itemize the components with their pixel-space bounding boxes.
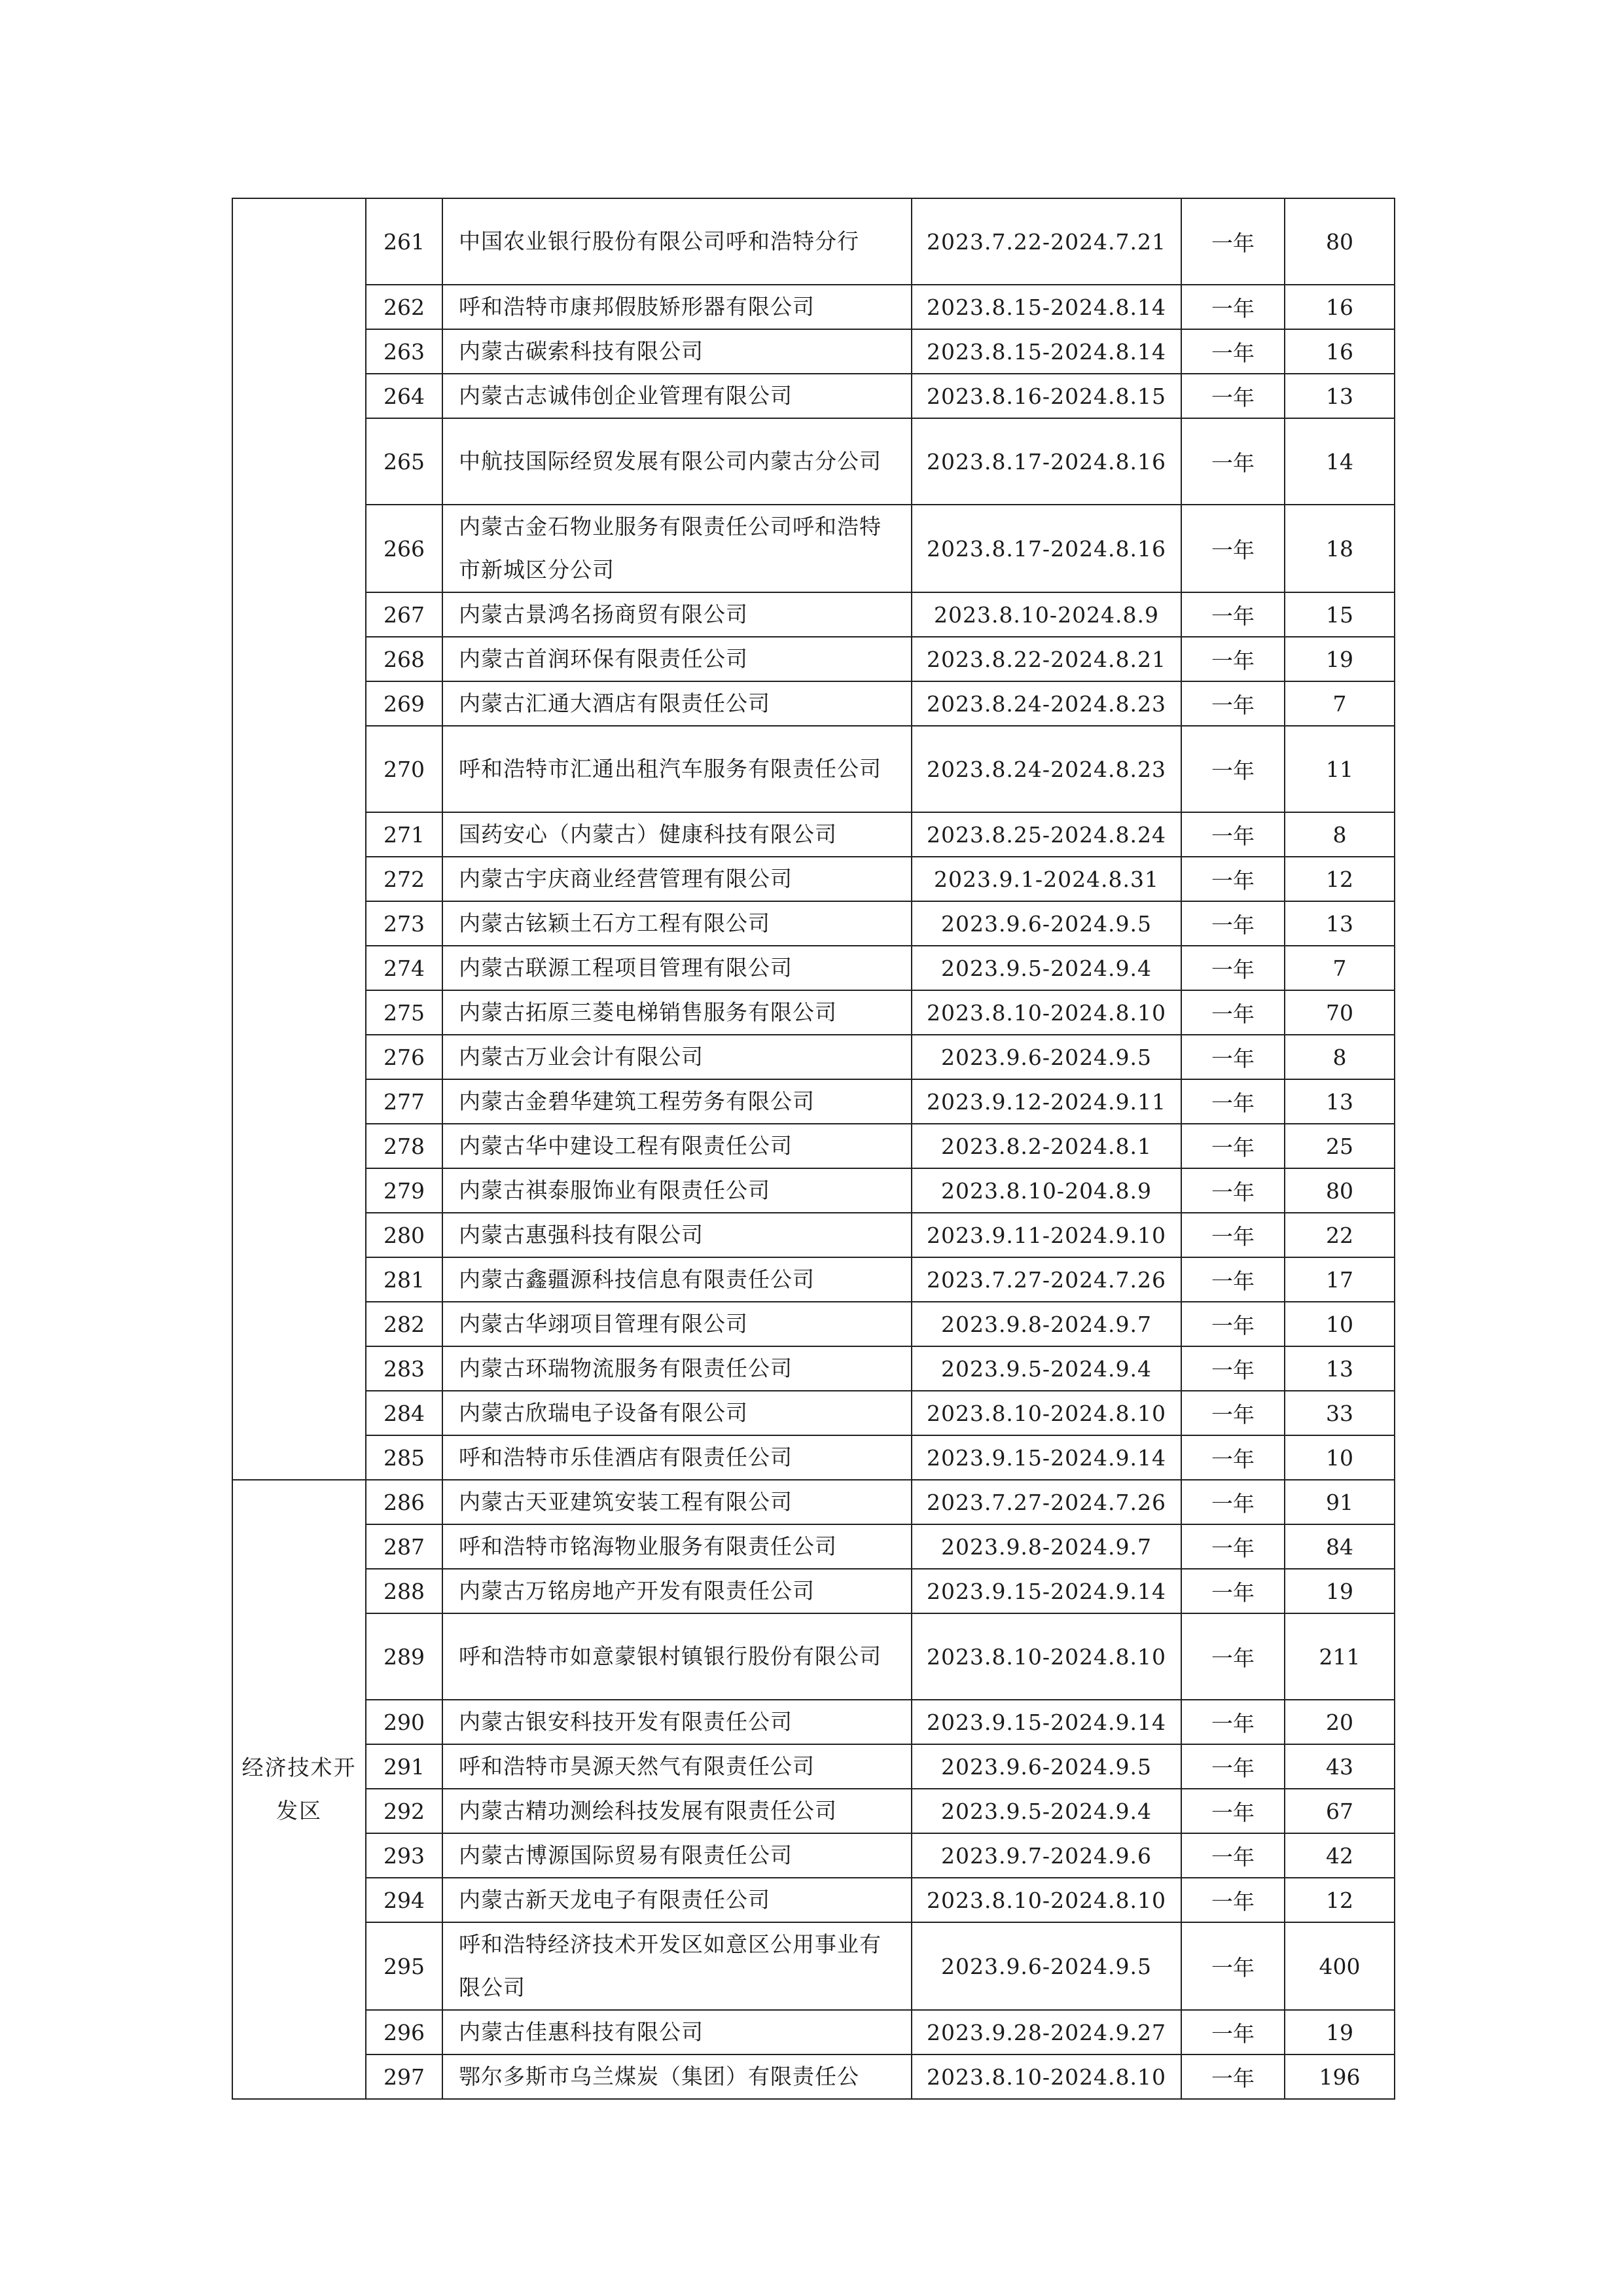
service-period: 2023.9.6-2024.9.5	[912, 1922, 1181, 2010]
headcount: 12	[1285, 1878, 1395, 1922]
region-cell	[232, 198, 366, 1480]
table-row	[232, 2010, 1395, 2054]
table-row	[232, 2054, 1395, 2099]
headcount: 20	[1285, 1700, 1395, 1744]
service-period: 2023.9.1-2024.8.31	[912, 857, 1181, 901]
row-number: 290	[366, 1700, 442, 1744]
headcount: 91	[1285, 1480, 1395, 1524]
service-period: 2023.9.8-2024.9.7	[912, 1302, 1181, 1346]
headcount: 80	[1285, 1168, 1395, 1213]
service-period: 2023.8.10-204.8.9	[912, 1168, 1181, 1213]
row-number: 282	[366, 1302, 442, 1346]
service-period: 2023.9.5-2024.9.4	[912, 1789, 1181, 1833]
service-period: 2023.8.25-2024.8.24	[912, 812, 1181, 857]
row-number: 275	[366, 990, 442, 1035]
company-name: 内蒙古新天龙电子有限责任公司	[442, 1878, 912, 1922]
table-row	[232, 1480, 1395, 1524]
headcount: 211	[1285, 1613, 1395, 1700]
row-number: 277	[366, 1079, 442, 1124]
headcount: 16	[1285, 329, 1395, 374]
service-period: 2023.7.27-2024.7.26	[912, 1480, 1181, 1524]
table-row	[232, 1079, 1395, 1124]
contract-term: 一年	[1181, 1302, 1285, 1346]
table-row	[232, 1833, 1395, 1878]
company-name: 内蒙古惠强科技有限公司	[442, 1213, 912, 1257]
contract-term: 一年	[1181, 901, 1285, 946]
service-period: 2023.8.10-2024.8.10	[912, 990, 1181, 1035]
headcount: 15	[1285, 592, 1395, 637]
table-row	[232, 1391, 1395, 1435]
contract-term: 一年	[1181, 990, 1285, 1035]
row-number: 266	[366, 505, 442, 592]
company-name: 内蒙古精功测绘科技发展有限责任公司	[442, 1789, 912, 1833]
table-row	[232, 1524, 1395, 1569]
row-number: 288	[366, 1569, 442, 1613]
headcount: 13	[1285, 1346, 1395, 1391]
row-number: 272	[366, 857, 442, 901]
headcount: 25	[1285, 1124, 1395, 1168]
contract-term: 一年	[1181, 1124, 1285, 1168]
table-row	[232, 1035, 1395, 1079]
company-name: 内蒙古华翊项目管理有限公司	[442, 1302, 912, 1346]
company-name: 内蒙古金石物业服务有限责任公司呼和浩特市新城区分公司	[442, 505, 912, 592]
service-period: 2023.8.17-2024.8.16	[912, 505, 1181, 592]
table-row	[232, 1922, 1395, 2010]
service-period: 2023.9.28-2024.9.27	[912, 2010, 1181, 2054]
service-period: 2023.9.8-2024.9.7	[912, 1524, 1181, 1569]
contract-term: 一年	[1181, 1346, 1285, 1391]
headcount: 19	[1285, 2010, 1395, 2054]
service-period: 2023.8.15-2024.8.14	[912, 285, 1181, 329]
headcount: 400	[1285, 1922, 1395, 2010]
company-name: 内蒙古银安科技开发有限责任公司	[442, 1700, 912, 1744]
row-number: 283	[366, 1346, 442, 1391]
contract-term: 一年	[1181, 1035, 1285, 1079]
contract-term: 一年	[1181, 1878, 1285, 1922]
contract-term: 一年	[1181, 946, 1285, 990]
row-number: 263	[366, 329, 442, 374]
company-name: 鄂尔多斯市乌兰煤炭（集团）有限责任公	[442, 2054, 912, 2099]
company-name: 中国农业银行股份有限公司呼和浩特分行	[442, 198, 912, 285]
service-period: 2023.9.5-2024.9.4	[912, 946, 1181, 990]
table-row	[232, 1700, 1395, 1744]
headcount: 10	[1285, 1435, 1395, 1480]
table-row	[232, 946, 1395, 990]
service-period: 2023.9.6-2024.9.5	[912, 901, 1181, 946]
contract-term: 一年	[1181, 285, 1285, 329]
company-name: 呼和浩特市康邦假肢矫形器有限公司	[442, 285, 912, 329]
row-number: 261	[366, 198, 442, 285]
contract-term: 一年	[1181, 2010, 1285, 2054]
row-number: 267	[366, 592, 442, 637]
service-period: 2023.8.24-2024.8.23	[912, 726, 1181, 812]
company-name: 呼和浩特市铭海物业服务有限责任公司	[442, 1524, 912, 1569]
headcount: 22	[1285, 1213, 1395, 1257]
row-number: 294	[366, 1878, 442, 1922]
company-name: 呼和浩特市乐佳酒店有限责任公司	[442, 1435, 912, 1480]
row-number: 296	[366, 2010, 442, 2054]
row-number: 279	[366, 1168, 442, 1213]
row-number: 284	[366, 1391, 442, 1435]
company-name: 呼和浩特市如意蒙银村镇银行股份有限公司	[442, 1613, 912, 1700]
row-number: 286	[366, 1480, 442, 1524]
table-row	[232, 1613, 1395, 1700]
contract-term: 一年	[1181, 374, 1285, 418]
service-period: 2023.9.15-2024.9.14	[912, 1700, 1181, 1744]
row-number: 265	[366, 418, 442, 505]
table-row	[232, 329, 1395, 374]
service-period: 2023.9.11-2024.9.10	[912, 1213, 1181, 1257]
row-number: 270	[366, 726, 442, 812]
headcount: 42	[1285, 1833, 1395, 1878]
contract-term: 一年	[1181, 592, 1285, 637]
contract-term: 一年	[1181, 681, 1285, 726]
contract-term: 一年	[1181, 812, 1285, 857]
table-row	[232, 1302, 1395, 1346]
contract-term: 一年	[1181, 1569, 1285, 1613]
company-name: 内蒙古天亚建筑安装工程有限公司	[442, 1480, 912, 1524]
table-row	[232, 990, 1395, 1035]
table-row	[232, 857, 1395, 901]
contract-term: 一年	[1181, 1435, 1285, 1480]
service-period: 2023.9.15-2024.9.14	[912, 1569, 1181, 1613]
row-number: 292	[366, 1789, 442, 1833]
table-row	[232, 592, 1395, 637]
table-row	[232, 1213, 1395, 1257]
company-name: 内蒙古万铭房地产开发有限责任公司	[442, 1569, 912, 1613]
table-row	[232, 1257, 1395, 1302]
service-period: 2023.9.5-2024.9.4	[912, 1346, 1181, 1391]
region-cell: 经济技术开发区	[232, 1480, 366, 2099]
headcount: 7	[1285, 681, 1395, 726]
contract-term: 一年	[1181, 1168, 1285, 1213]
enterprise-table	[232, 198, 1395, 2100]
row-number: 271	[366, 812, 442, 857]
service-period: 2023.7.27-2024.7.26	[912, 1257, 1181, 1302]
company-name: 内蒙古华中建设工程有限责任公司	[442, 1124, 912, 1168]
headcount: 10	[1285, 1302, 1395, 1346]
table-row	[232, 812, 1395, 857]
row-number: 269	[366, 681, 442, 726]
headcount: 14	[1285, 418, 1395, 505]
service-period: 2023.8.10-2024.8.10	[912, 2054, 1181, 2099]
service-period: 2023.9.6-2024.9.5	[912, 1744, 1181, 1789]
contract-term: 一年	[1181, 1213, 1285, 1257]
table-row	[232, 726, 1395, 812]
table-row	[232, 1789, 1395, 1833]
service-period: 2023.9.12-2024.9.11	[912, 1079, 1181, 1124]
headcount: 43	[1285, 1744, 1395, 1789]
service-period: 2023.8.17-2024.8.16	[912, 418, 1181, 505]
headcount: 70	[1285, 990, 1395, 1035]
company-name: 内蒙古鑫疆源科技信息有限责任公司	[442, 1257, 912, 1302]
row-number: 276	[366, 1035, 442, 1079]
company-name: 内蒙古碳索科技有限公司	[442, 329, 912, 374]
service-period: 2023.8.10-2024.8.10	[912, 1613, 1181, 1700]
company-name: 内蒙古佳惠科技有限公司	[442, 2010, 912, 2054]
table-row	[232, 285, 1395, 329]
contract-term: 一年	[1181, 1613, 1285, 1700]
row-number: 297	[366, 2054, 442, 2099]
service-period: 2023.7.22-2024.7.21	[912, 198, 1181, 285]
contract-term: 一年	[1181, 1789, 1285, 1833]
table-row	[232, 198, 1395, 285]
table-row	[232, 1744, 1395, 1789]
table-row	[232, 374, 1395, 418]
row-number: 278	[366, 1124, 442, 1168]
headcount: 11	[1285, 726, 1395, 812]
row-number: 291	[366, 1744, 442, 1789]
company-name: 内蒙古欣瑞电子设备有限公司	[442, 1391, 912, 1435]
table-row	[232, 901, 1395, 946]
company-name: 内蒙古宇庆商业经营管理有限公司	[442, 857, 912, 901]
headcount: 196	[1285, 2054, 1395, 2099]
contract-term: 一年	[1181, 1922, 1285, 2010]
service-period: 2023.8.15-2024.8.14	[912, 329, 1181, 374]
headcount: 12	[1285, 857, 1395, 901]
table-row	[232, 681, 1395, 726]
headcount: 8	[1285, 812, 1395, 857]
table-row	[232, 637, 1395, 681]
headcount: 16	[1285, 285, 1395, 329]
table-row	[232, 505, 1395, 592]
company-name: 内蒙古汇通大酒店有限责任公司	[442, 681, 912, 726]
contract-term: 一年	[1181, 198, 1285, 285]
company-name: 内蒙古铉颖土石方工程有限公司	[442, 901, 912, 946]
table-row	[232, 1168, 1395, 1213]
company-name: 内蒙古万业会计有限公司	[442, 1035, 912, 1079]
headcount: 80	[1285, 198, 1395, 285]
row-number: 295	[366, 1922, 442, 2010]
company-name: 呼和浩特市汇通出租汽车服务有限责任公司	[442, 726, 912, 812]
row-number: 281	[366, 1257, 442, 1302]
contract-term: 一年	[1181, 1257, 1285, 1302]
company-name: 内蒙古环瑞物流服务有限责任公司	[442, 1346, 912, 1391]
contract-term: 一年	[1181, 418, 1285, 505]
table-row	[232, 418, 1395, 505]
contract-term: 一年	[1181, 1700, 1285, 1744]
headcount: 17	[1285, 1257, 1395, 1302]
table-row	[232, 1435, 1395, 1480]
table-body	[232, 198, 1395, 2099]
headcount: 19	[1285, 1569, 1395, 1613]
company-name: 呼和浩特市昊源天然气有限责任公司	[442, 1744, 912, 1789]
contract-term: 一年	[1181, 726, 1285, 812]
table-row	[232, 1569, 1395, 1613]
contract-term: 一年	[1181, 1480, 1285, 1524]
company-name: 中航技国际经贸发展有限公司内蒙古分公司	[442, 418, 912, 505]
contract-term: 一年	[1181, 857, 1285, 901]
table-row	[232, 1878, 1395, 1922]
headcount: 8	[1285, 1035, 1395, 1079]
contract-term: 一年	[1181, 1079, 1285, 1124]
row-number: 273	[366, 901, 442, 946]
company-name: 呼和浩特经济技术开发区如意区公用事业有限公司	[442, 1922, 912, 2010]
headcount: 7	[1285, 946, 1395, 990]
company-name: 内蒙古首润环保有限责任公司	[442, 637, 912, 681]
contract-term: 一年	[1181, 1744, 1285, 1789]
contract-term: 一年	[1181, 2054, 1285, 2099]
contract-term: 一年	[1181, 329, 1285, 374]
headcount: 13	[1285, 1079, 1395, 1124]
row-number: 285	[366, 1435, 442, 1480]
row-number: 262	[366, 285, 442, 329]
headcount: 19	[1285, 637, 1395, 681]
table-row	[232, 1124, 1395, 1168]
headcount: 67	[1285, 1789, 1395, 1833]
service-period: 2023.8.16-2024.8.15	[912, 374, 1181, 418]
contract-term: 一年	[1181, 505, 1285, 592]
service-period: 2023.9.7-2024.9.6	[912, 1833, 1181, 1878]
company-name: 国药安心（内蒙古）健康科技有限公司	[442, 812, 912, 857]
headcount: 84	[1285, 1524, 1395, 1569]
row-number: 274	[366, 946, 442, 990]
service-period: 2023.9.6-2024.9.5	[912, 1035, 1181, 1079]
company-name: 内蒙古博源国际贸易有限责任公司	[442, 1833, 912, 1878]
company-name: 内蒙古金碧华建筑工程劳务有限公司	[442, 1079, 912, 1124]
contract-term: 一年	[1181, 1524, 1285, 1569]
service-period: 2023.8.22-2024.8.21	[912, 637, 1181, 681]
row-number: 280	[366, 1213, 442, 1257]
service-period: 2023.8.10-2024.8.10	[912, 1878, 1181, 1922]
service-period: 2023.9.15-2024.9.14	[912, 1435, 1181, 1480]
headcount: 33	[1285, 1391, 1395, 1435]
contract-term: 一年	[1181, 637, 1285, 681]
company-name: 内蒙古志诚伟创企业管理有限公司	[442, 374, 912, 418]
headcount: 18	[1285, 505, 1395, 592]
service-period: 2023.8.2-2024.8.1	[912, 1124, 1181, 1168]
company-name: 内蒙古祺泰服饰业有限责任公司	[442, 1168, 912, 1213]
row-number: 293	[366, 1833, 442, 1878]
service-period: 2023.8.10-2024.8.9	[912, 592, 1181, 637]
row-number: 268	[366, 637, 442, 681]
company-name: 内蒙古联源工程项目管理有限公司	[442, 946, 912, 990]
service-period: 2023.8.24-2024.8.23	[912, 681, 1181, 726]
row-number: 264	[366, 374, 442, 418]
table-row	[232, 1346, 1395, 1391]
row-number: 287	[366, 1524, 442, 1569]
headcount: 13	[1285, 901, 1395, 946]
contract-term: 一年	[1181, 1391, 1285, 1435]
service-period: 2023.8.10-2024.8.10	[912, 1391, 1181, 1435]
headcount: 13	[1285, 374, 1395, 418]
contract-term: 一年	[1181, 1833, 1285, 1878]
row-number: 289	[366, 1613, 442, 1700]
company-name: 内蒙古景鸿名扬商贸有限公司	[442, 592, 912, 637]
company-name: 内蒙古拓原三菱电梯销售服务有限公司	[442, 990, 912, 1035]
